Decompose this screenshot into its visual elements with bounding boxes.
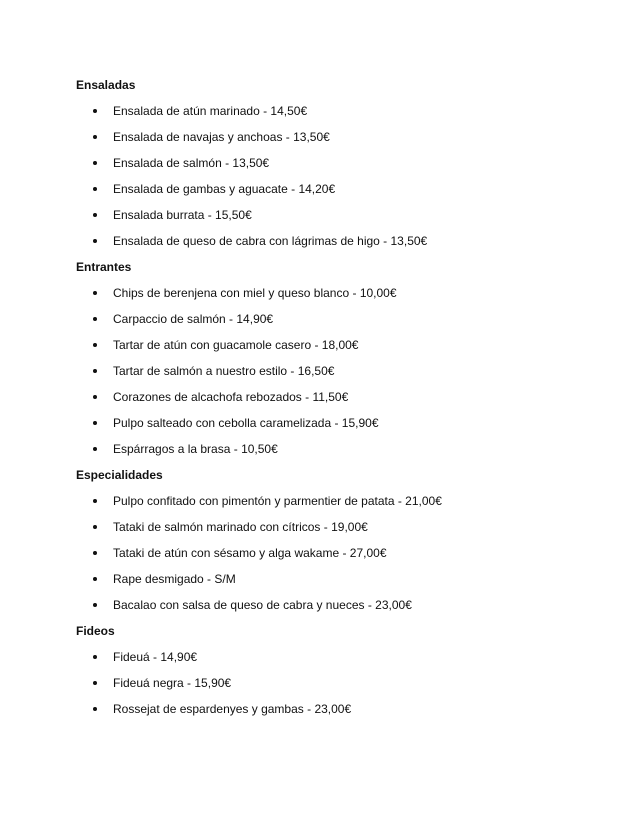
- list-item: [76, 100, 616, 126]
- bullet-icon: [93, 499, 97, 503]
- list-item: [76, 646, 616, 672]
- bullet-icon: [93, 707, 97, 711]
- bullet-icon: [93, 447, 97, 451]
- list-item: [76, 698, 616, 724]
- list-item: [76, 568, 616, 594]
- item-list: [76, 100, 616, 256]
- item-text: Espárragos a la brasa - 10,50€: [113, 442, 278, 456]
- bullet-icon: [93, 239, 97, 243]
- section-heading: Ensaladas: [76, 78, 136, 92]
- bullet-icon: [93, 291, 97, 295]
- section-heading: Entrantes: [76, 260, 132, 274]
- item-text: Tataki de atún con sésamo y alga wakame - 27,00€: [113, 546, 387, 560]
- item-text: Ensalada de atún marinado - 14,50€: [113, 104, 308, 118]
- list-item: [76, 438, 616, 464]
- bullet-icon: [93, 395, 97, 399]
- bullet-icon: [93, 135, 97, 139]
- item-text: Carpaccio de salmón - 14,90€: [113, 312, 274, 326]
- bullet-icon: [93, 577, 97, 581]
- item-text: Tataki de salmón marinado con cítricos - 19,00€: [113, 520, 368, 534]
- bullet-icon: [93, 317, 97, 321]
- section-heading: Especialidades: [76, 468, 163, 482]
- item-list: [76, 490, 616, 620]
- bullet-icon: [93, 343, 97, 347]
- bullet-icon: [93, 655, 97, 659]
- item-text: Ensalada de queso de cabra con lágrimas de higo - 13,50€: [113, 234, 428, 248]
- list-item: [76, 386, 616, 412]
- item-text: Fideuá negra - 15,90€: [113, 676, 232, 690]
- bullet-icon: [93, 187, 97, 191]
- list-item: [76, 412, 616, 438]
- section-entrantes: [76, 256, 616, 464]
- item-text: Tartar de salmón a nuestro estilo - 16,50€: [113, 364, 335, 378]
- item-text: Rape desmigado - S/M: [113, 572, 236, 586]
- item-text: Corazones de alcachofa rebozados - 11,50€: [113, 390, 349, 404]
- item-text: Pulpo confitado con pimentón y parmentier de patata - 21,00€: [113, 494, 442, 508]
- bullet-icon: [93, 525, 97, 529]
- bullet-icon: [93, 161, 97, 165]
- bullet-icon: [93, 681, 97, 685]
- bullet-icon: [93, 213, 97, 217]
- list-item: [76, 542, 616, 568]
- bullet-icon: [93, 369, 97, 373]
- list-item: [76, 594, 616, 620]
- item-text: Tartar de atún con guacamole casero - 18,00€: [113, 338, 359, 352]
- item-text: Fideuá - 14,90€: [113, 650, 198, 664]
- item-text: Ensalada burrata - 15,50€: [113, 208, 252, 222]
- list-item: [76, 516, 616, 542]
- item-text: Ensalada de salmón - 13,50€: [113, 156, 270, 170]
- item-text: Pulpo salteado con cebolla caramelizada - 15,90€: [113, 416, 379, 430]
- section-heading: Fideos: [76, 624, 115, 638]
- bullet-icon: [93, 421, 97, 425]
- item-text: Rossejat de espardenyes y gambas - 23,00€: [113, 702, 352, 716]
- item-text: Ensalada de navajas y anchoas - 13,50€: [113, 130, 330, 144]
- list-item: [76, 490, 616, 516]
- item-list: [76, 282, 616, 464]
- section-especialidades: [76, 464, 616, 620]
- list-item: [76, 360, 616, 386]
- bullet-icon: [93, 551, 97, 555]
- section-ensaladas: [76, 74, 616, 256]
- section-fideos: [76, 620, 616, 724]
- bullet-icon: [93, 603, 97, 607]
- item-list: [76, 646, 616, 724]
- item-text: Bacalao con salsa de queso de cabra y nueces - 23,00€: [113, 598, 412, 612]
- list-item: [76, 334, 616, 360]
- menu-content: [76, 74, 616, 724]
- list-item: [76, 178, 616, 204]
- list-item: [76, 204, 616, 230]
- list-item: [76, 126, 616, 152]
- list-item: [76, 152, 616, 178]
- list-item: [76, 672, 616, 698]
- list-item: [76, 282, 616, 308]
- item-text: Ensalada de gambas y aguacate - 14,20€: [113, 182, 336, 196]
- list-item: [76, 308, 616, 334]
- list-item: [76, 230, 616, 256]
- item-text: Chips de berenjena con miel y queso blanco - 10,00€: [113, 286, 397, 300]
- bullet-icon: [93, 109, 97, 113]
